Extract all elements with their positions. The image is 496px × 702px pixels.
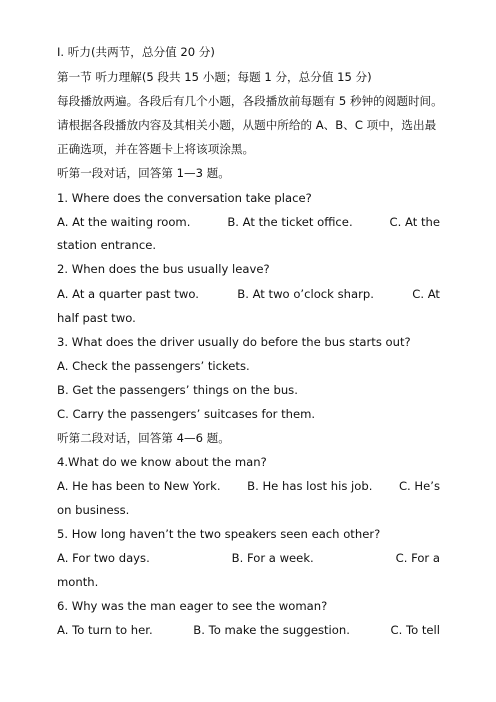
q6-option-b: B. To make the suggestion.	[193, 623, 350, 637]
q5-option-a: A. For two days.	[57, 551, 150, 565]
instructions-line-1: 每段播放两遍。各段后有几个小题，各段播放前每题有 5 秒钟的阅题时间。	[57, 94, 443, 108]
q1-options-row	[57, 214, 440, 230]
q2-option-a: A. At a quarter past two.	[57, 287, 199, 301]
q2-options-row	[57, 286, 440, 302]
q2-option-c: C. At	[412, 287, 440, 301]
q1-option-a: A. At the waiting room.	[57, 215, 191, 229]
q6-stem: 6. Why was the man eager to see the woman?	[57, 599, 328, 613]
q3-option-c: C. Carry the passengers’ suitcases for them.	[57, 407, 316, 421]
q5-option-b: B. For a week.	[231, 551, 314, 565]
q3-stem: 3. What does the driver usually do before the bus starts out?	[57, 335, 411, 349]
q5-options-row	[57, 550, 440, 566]
dialog1-intro: 听第一段对话，回答第 1—3 题。	[57, 166, 230, 180]
q1-stem: 1. Where does the conversation take place?	[57, 191, 312, 205]
q5-stem: 5. How long haven’t the two speakers seen each other?	[57, 527, 381, 541]
instructions-line-2: 请根据各段播放内容及其相关小题，从题中所给的 A、B、C 项中，选出最	[57, 118, 437, 132]
q3-option-b: B. Get the passengers’ things on the bus.	[57, 383, 298, 397]
q4-option-a: A. He has been to New York.	[57, 479, 221, 493]
instructions-line-3: 正确选项，并在答题卡上将该项涂黑。	[57, 142, 255, 156]
q2-option-c-continued: half past two.	[57, 311, 136, 325]
q4-option-b: B. He has lost his job.	[247, 479, 373, 493]
q3-option-a: A. Check the passengers’ tickets.	[57, 359, 250, 373]
q4-option-c: C. He’s	[398, 479, 440, 493]
q4-stem: 4.What do we know about the man?	[57, 455, 267, 469]
section-heading: I. 听力(共两节，总分值 20 分)	[57, 45, 215, 59]
q6-option-c: C. To tell	[390, 623, 440, 637]
q6-option-a: A. To turn to her.	[57, 623, 153, 637]
q1-option-c: C. At the	[389, 215, 440, 229]
q1-option-b: B. At the ticket office.	[227, 215, 353, 229]
q2-option-b: B. At two o’clock sharp.	[237, 287, 374, 301]
q4-options-row	[57, 478, 440, 494]
q5-option-c-continued: month.	[57, 575, 99, 589]
q4-option-c-continued: on business.	[57, 503, 130, 517]
q1-option-c-continued: station entrance.	[57, 238, 157, 252]
part1-title: 第一节 听力理解(5 段共 15 小题；每题 1 分，总分值 15 分)	[57, 70, 372, 84]
q2-stem: 2. When does the bus usually leave?	[57, 262, 270, 276]
q6-options-row	[57, 622, 440, 638]
dialog2-intro: 听第二段对话，回答第 4—6 题。	[57, 431, 230, 445]
q5-option-c: C. For a	[395, 551, 440, 565]
